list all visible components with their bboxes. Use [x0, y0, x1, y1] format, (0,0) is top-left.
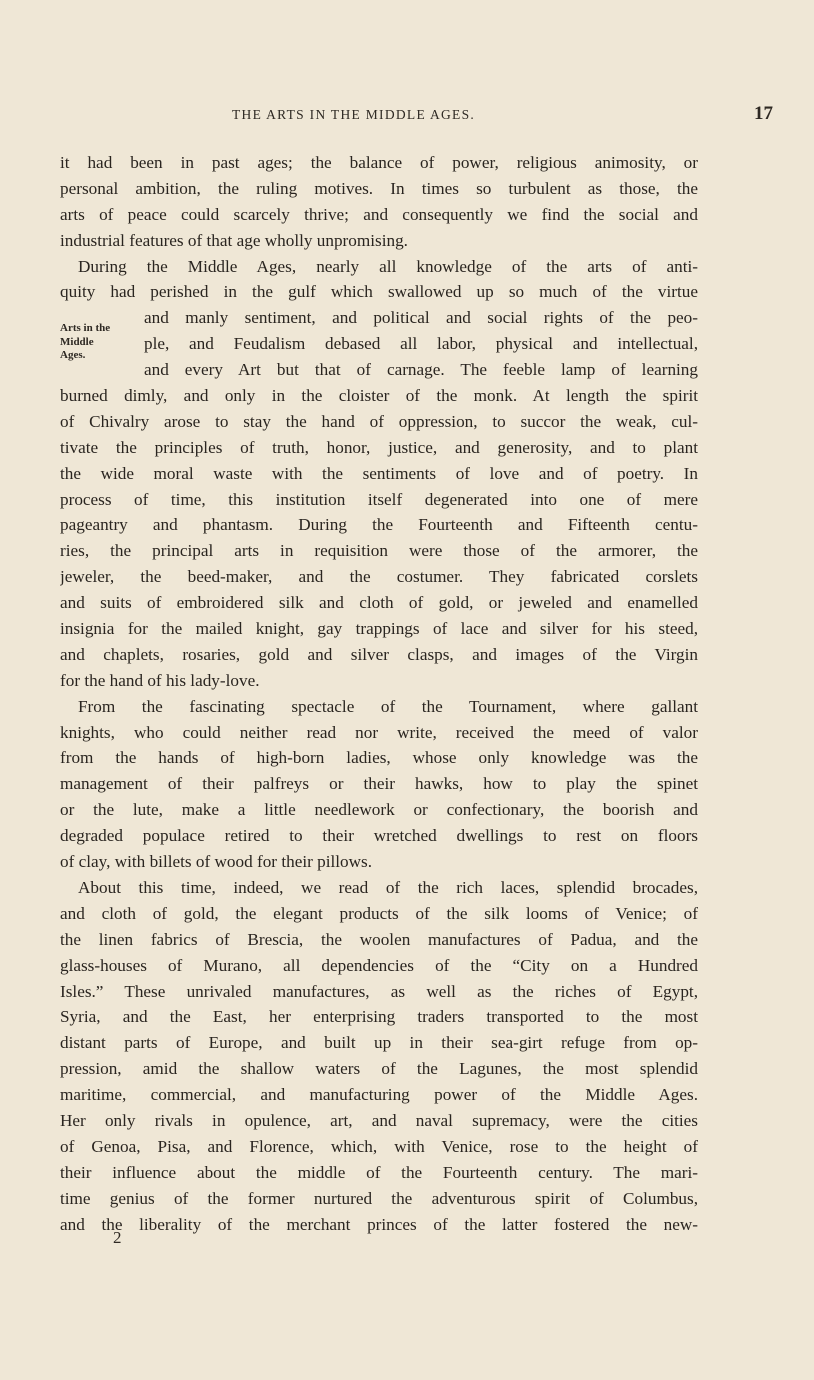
text-line: personal ambition, the ruling motives. In times so turbulent as those, the — [60, 178, 698, 198]
text-line: industrial features of that age wholly unpromising. — [60, 230, 408, 250]
text-line: of Genoa, Pisa, and Florence, which, with Venice, rose to the height of — [60, 1136, 698, 1156]
text-line: of clay, with billets of wood for their pillows. — [60, 852, 373, 872]
text-line: from the hands of high-born ladies, whose only knowledge was the — [60, 748, 698, 768]
text-line: degraded populace retired to their wretched dwellings to rest on floors — [60, 826, 698, 846]
text-line: of Chivalry arose to stay the hand of oppression, to succor the weak, cul- — [60, 411, 698, 431]
text-line: and every Art but that of carnage. The feeble lamp of learning — [144, 360, 698, 380]
text-line: During the Middle Ages, nearly all knowledge of the arts of anti- — [78, 256, 698, 276]
text-line: Her only rivals in opulence, art, and naval supremacy, were the cities — [60, 1110, 698, 1130]
text-line: maritime, commercial, and manufacturing power of the Middle Ages. — [60, 1085, 698, 1105]
text-line: it had been in past ages; the balance of power, religious animosity, or — [60, 153, 698, 172]
running-head — [0, 103, 814, 129]
text-line: their influence about the middle of the Fourteenth century. The mari- — [60, 1162, 698, 1182]
text-line: management of their palfreys or their hawks, how to play the spinet — [60, 774, 698, 794]
text-line: knights, who could neither read nor write, received the meed of valor — [60, 722, 698, 742]
signature-mark: 2 — [113, 1228, 122, 1247]
text-line: pression, amid the shallow waters of the Lagunes, the most splendid — [60, 1059, 698, 1079]
text-line: and suits of embroidered silk and cloth of gold, or jeweled and enamelled — [60, 593, 698, 613]
body-text — [60, 150, 698, 1237]
text-line: From the fascinating spectacle of the Tournament, where gallant — [78, 696, 698, 716]
text-line: quity had perished in the gulf which swallowed up so much of the virtue — [60, 282, 698, 302]
text-line: the linen fabrics of Brescia, the woolen manufactures of Padua, and the — [60, 929, 698, 949]
text-line: Isles.” These unrivaled manufactures, as well as the riches of Egypt, — [60, 981, 698, 1001]
text-line: and the liberality of the merchant princes of the latter fostered the new- — [60, 1214, 698, 1234]
text-line: ple, and Feudalism debased all labor, physical and intellectual, — [144, 334, 698, 354]
text-line: the wide moral waste with the sentiments of love and of poetry. In — [60, 463, 698, 483]
running-title: THE ARTS IN THE MIDDLE AGES. — [232, 107, 476, 122]
text-line: Syria, and the East, her enterprising traders transported to the most — [60, 1007, 698, 1027]
text-line: glass-houses of Murano, all dependencies of the “City on a Hundred — [60, 955, 698, 975]
text-line: ries, the principal arts in requisition were those of the armorer, the — [60, 541, 698, 561]
text-line: and manly sentiment, and political and social rights of the peo- — [144, 308, 698, 328]
text-line: burned dimly, and only in the cloister of the monk. At length the spirit — [60, 386, 698, 406]
text-line: jeweler, the beed-maker, and the costumer. They fabricated corslets — [60, 567, 698, 587]
text-line: and cloth of gold, the elegant products of the silk looms of Venice; of — [60, 903, 698, 923]
text-line: distant parts of Europe, and built up in their sea-girt refuge from op- — [60, 1033, 698, 1053]
text-line: time genius of the former nurtured the adventurous spirit of Columbus, — [60, 1188, 698, 1208]
text-line: insignia for the mailed knight, gay trappings of lace and silver for his steed, — [60, 619, 698, 639]
text-line: About this time, indeed, we read of the rich laces, splendid brocades, — [78, 877, 698, 897]
text-line: for the hand of his lady-love. — [60, 670, 260, 690]
text-line: and chaplets, rosaries, gold and silver clasps, and images of the Virgin — [60, 644, 698, 664]
margin-note-line: Middle — [60, 335, 94, 348]
page-number: 17 — [754, 103, 773, 124]
text-line: arts of peace could scarcely thrive; and consequently we find the social and — [60, 204, 698, 224]
margin-note-line: Ages. — [60, 349, 86, 361]
text-line: process of time, this institution itself degenerated into one of mere — [60, 489, 698, 509]
text-line: or the lute, make a little needlework or confectionary, the boorish and — [60, 800, 698, 820]
margin-note-line: Arts in the — [60, 322, 111, 334]
text-line: tivate the principles of truth, honor, justice, and generosity, and to plant — [60, 437, 698, 457]
text-line: pageantry and phantasm. During the Fourteenth and Fifteenth centu- — [60, 515, 698, 535]
